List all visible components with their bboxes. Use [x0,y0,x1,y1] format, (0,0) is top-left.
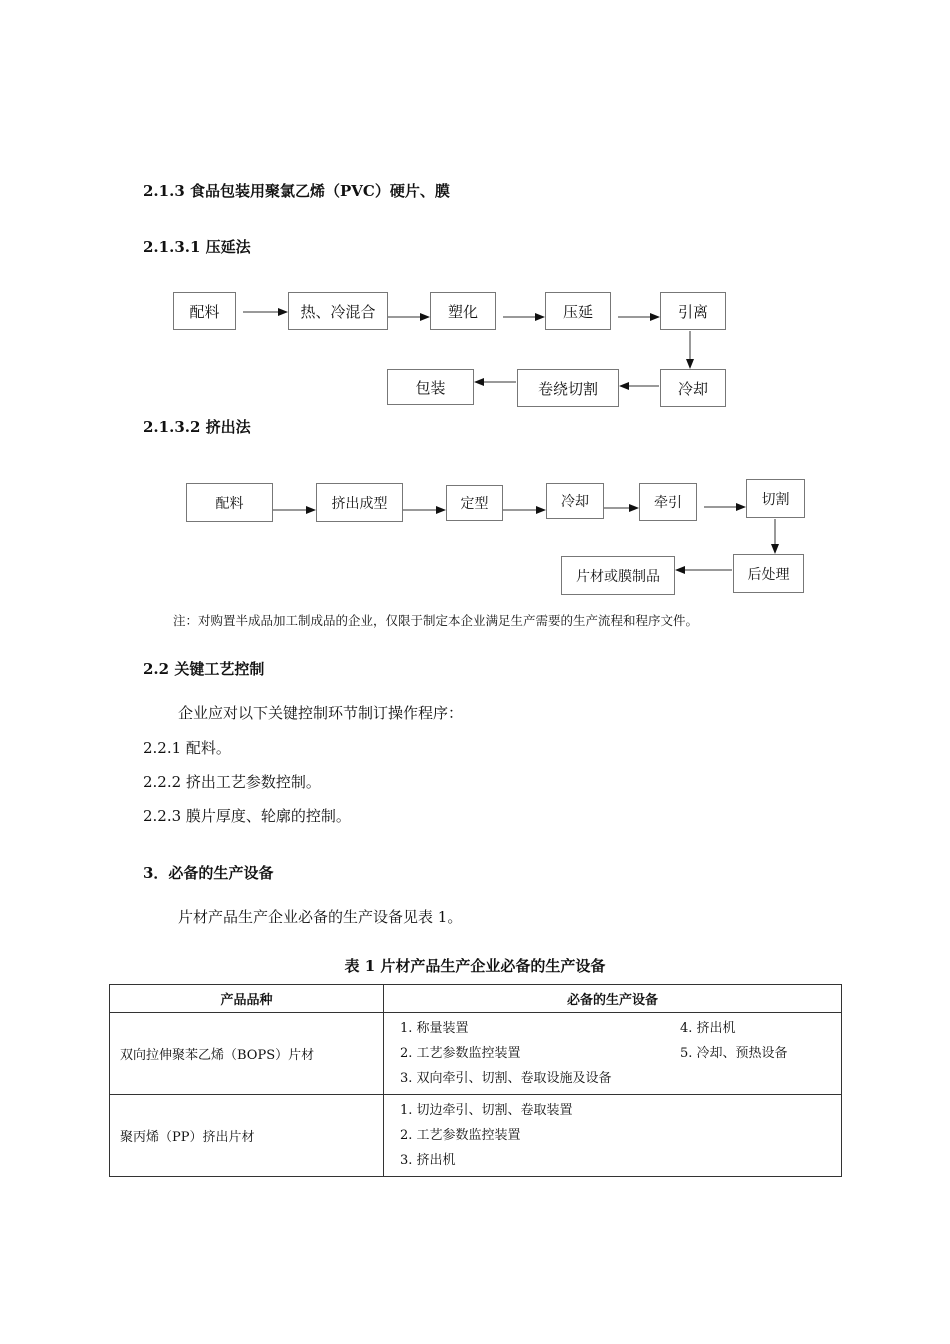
flow2-step-extrude: 挤出成型 [316,483,403,522]
table-header-row [110,985,842,1013]
flow1-step-draw-off: 引离 [660,292,726,330]
section22-item-2: 2.2.2 挤出工艺参数控制。 [143,773,321,791]
table-row [110,1095,842,1177]
table-row [110,1013,842,1095]
table-cell-equipment [384,1013,842,1095]
table-cell-equipment [384,1095,842,1177]
table-header-equipment: 必备的生产设备 [384,985,842,1013]
equipment-item: 3. 双向牵引、切割、卷取设施及设备 [400,1071,612,1086]
flow2-step-product: 片材或膜制品 [561,556,675,595]
equipment-item: 3. 挤出机 [400,1153,456,1168]
flow1-step-peiliao: 配料 [173,292,236,330]
heading-2-1-3-1: 2.1.3.1 压延法 [143,238,251,256]
flow2-step-cut: 切割 [746,479,805,518]
equipment-item: 4. 挤出机 [680,1021,736,1036]
flow1-step-calender: 压延 [545,292,611,330]
flow1-step-plasticize: 塑化 [430,292,496,330]
flow2-step-peiliao: 配料 [186,483,273,522]
heading-3: 3．必备的生产设备 [143,864,274,882]
section22-intro: 企业应对以下关键控制环节制订操作程序： [178,704,464,722]
note-text: 注：对购置半成品加工制成品的企业，仅限于制定本企业满足生产需要的生产流程和程序文件。 [173,613,699,628]
equipment-item: 1. 称量装置 [400,1021,469,1036]
flow2-step-sizing: 定型 [446,485,503,521]
table1-title: 表 1 片材产品生产企业必备的生产设备 [344,957,606,975]
heading-2-1-3-2: 2.1.3.2 挤出法 [143,418,251,436]
flow1-step-mix: 热、冷混合 [288,292,388,330]
flow2-step-post: 后处理 [733,554,804,593]
heading-2-1-3: 2.1.3 食品包装用聚氯乙烯（PVC）硬片、膜 [143,182,450,200]
heading-2-2: 2.2 关键工艺控制 [143,660,265,678]
section22-item-3: 2.2.3 膜片厚度、轮廓的控制。 [143,807,351,825]
section22-item-1: 2.2.1 配料。 [143,739,231,757]
table-cell-product: 聚丙烯（PP）挤出片材 [110,1095,384,1177]
flow1-step-wind-cut: 卷绕切割 [517,369,619,407]
section3-intro: 片材产品生产企业必备的生产设备见表 1。 [178,908,463,926]
flow1-step-pack: 包装 [387,369,474,405]
flow2-step-cool: 冷却 [546,483,604,519]
equipment-item: 2. 工艺参数监控装置 [400,1046,521,1061]
table-cell-product: 双向拉伸聚苯乙烯（BOPS）片材 [110,1013,384,1095]
equipment-table [109,984,842,1177]
equipment-item: 5. 冷却、预热设备 [680,1046,788,1061]
flow1-step-cool: 冷却 [660,369,726,407]
equipment-item: 2. 工艺参数监控装置 [400,1128,521,1143]
equipment-item: 1. 切边牵引、切割、卷取装置 [400,1103,573,1118]
table-header-product: 产品品种 [110,985,384,1013]
flow2-step-haul: 牵引 [639,483,697,521]
